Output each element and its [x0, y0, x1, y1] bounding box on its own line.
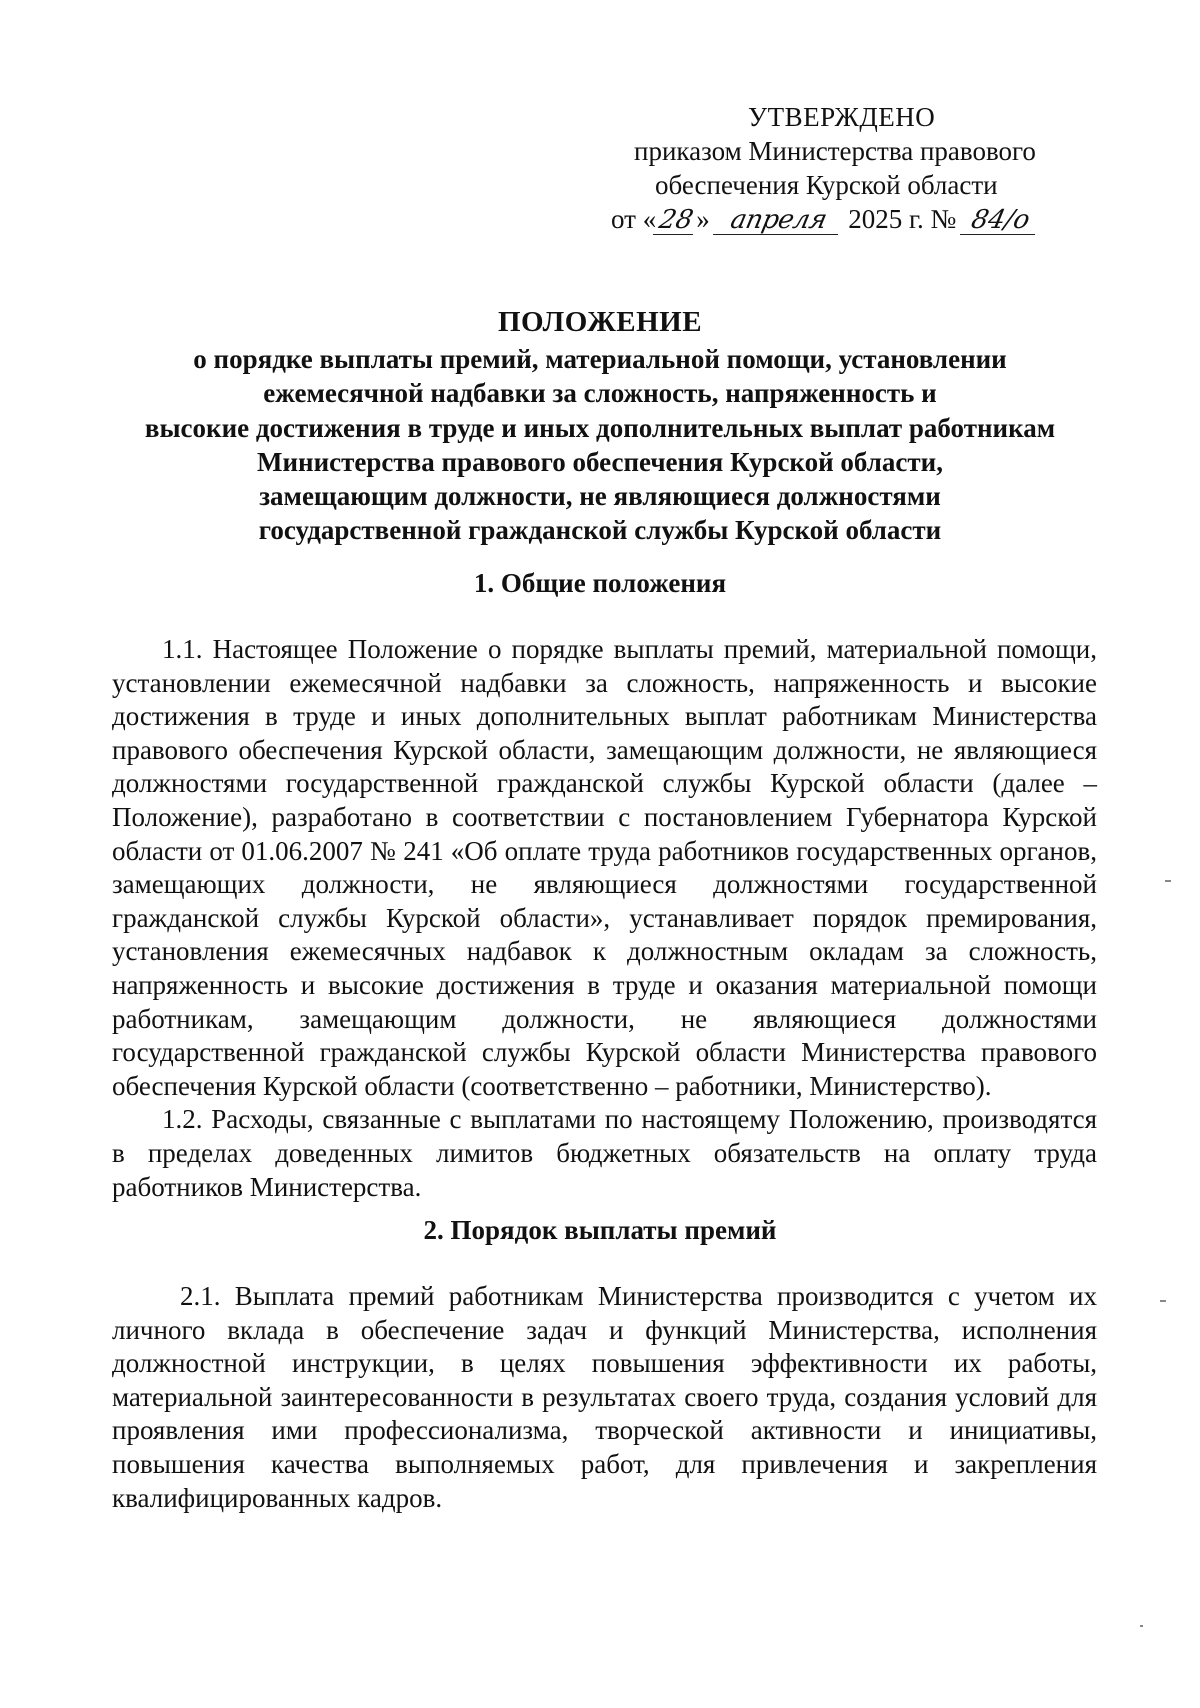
handwritten-month: апреля — [713, 206, 844, 235]
subtitle-line: о порядке выплаты премий, материальной помощи, установлении — [193, 344, 1007, 374]
scan-artifact — [1140, 1625, 1143, 1627]
document-title-block — [100, 302, 1100, 548]
subtitle-line: государственной гражданской службы Курской области — [258, 515, 942, 546]
approval-stamp-block — [600, 100, 1100, 236]
paragraph-1-2: 1.2. Расходы, связанные с выплатами по настоящему Положению, производятся в пределах доведенных лимитов бюджетных обязательств на оплату труда работников Министерства. — [112, 1104, 1097, 1202]
document-title: ПОЛОЖЕНИЕ — [497, 306, 703, 338]
subtitle-line: Министерства правового обеспечения Курской области, — [257, 446, 943, 477]
paragraph-1-1: 1.1. Настоящее Положение о порядке выплаты премий, материальной помощи, установлении ежемесячной надбавки за сложность, напряженность и высокие достижения в труде и иных дополнительных выплат работникам Министерства правового обеспечения Курской области, замещающим должности, не являющиеся должностями государственной гражданской службы Курской области (далее – Положение), разработано в соответствии с постановлением Губернатора Курской области от 01.06.2007 № 241 «Об оплате труда работников государственных органов, замещающих должности, не являющиеся должностями государственной гражданской службы Курской области», устанавливает порядок премирования, установления ежемесячных надбавок к должностным окладам за сложность, напряженность и высокие достижения в труде и оказания материальной помощи работникам, замещающим должности, не являющиеся должностями государственной гражданской службы Курской области Министерства правового обеспечения Курской области (соответственно – работники, Министерство). — [112, 634, 1097, 1101]
approved-label: УТВЕРЖДЕНО — [748, 102, 936, 132]
handwritten-order-number: 84/о — [960, 206, 1041, 235]
approval-line-2: обеспечения Курской области — [655, 170, 998, 200]
approval-line-1: приказом Министерства правового — [634, 136, 1036, 166]
section-2-body — [112, 1280, 1097, 1515]
handwritten-day: 28 — [653, 206, 699, 235]
section-1-heading: 1. Общие положения — [473, 568, 727, 598]
approval-date-line — [611, 202, 1100, 236]
section-2-heading: 2. Порядок выплаты премий — [423, 1215, 777, 1245]
paragraph-2-1: 2.1. Выплата премий работникам Министерства производится с учетом их личного вклада в обеспечение задач и функций Министерства, исполнения должностной инструкции, в целях повышения эффективности их работы, материальной заинтересованности в результатах своего труда, создания условий для проявления ими профессионализма, творческой активности и инициативы, повышения качества выполняемых работ, для привлечения и закрепления квалифицированных кадров. — [112, 1281, 1097, 1513]
subtitle-line: высокие достижения в труде и иных дополнительных выплат работникам — [144, 412, 1056, 443]
subtitle-line: ежемесячной надбавки за сложность, напряженность и — [263, 378, 937, 409]
scan-artifact — [1165, 880, 1171, 882]
subtitle-line: замещающим должности, не являющиеся должностями — [259, 481, 941, 512]
date-year: 2025 г. № — [848, 204, 957, 234]
date-prefix: от « — [611, 204, 657, 234]
scan-artifact — [1160, 1300, 1166, 1302]
date-mid: » — [696, 204, 710, 234]
section-1-body — [112, 633, 1097, 1204]
